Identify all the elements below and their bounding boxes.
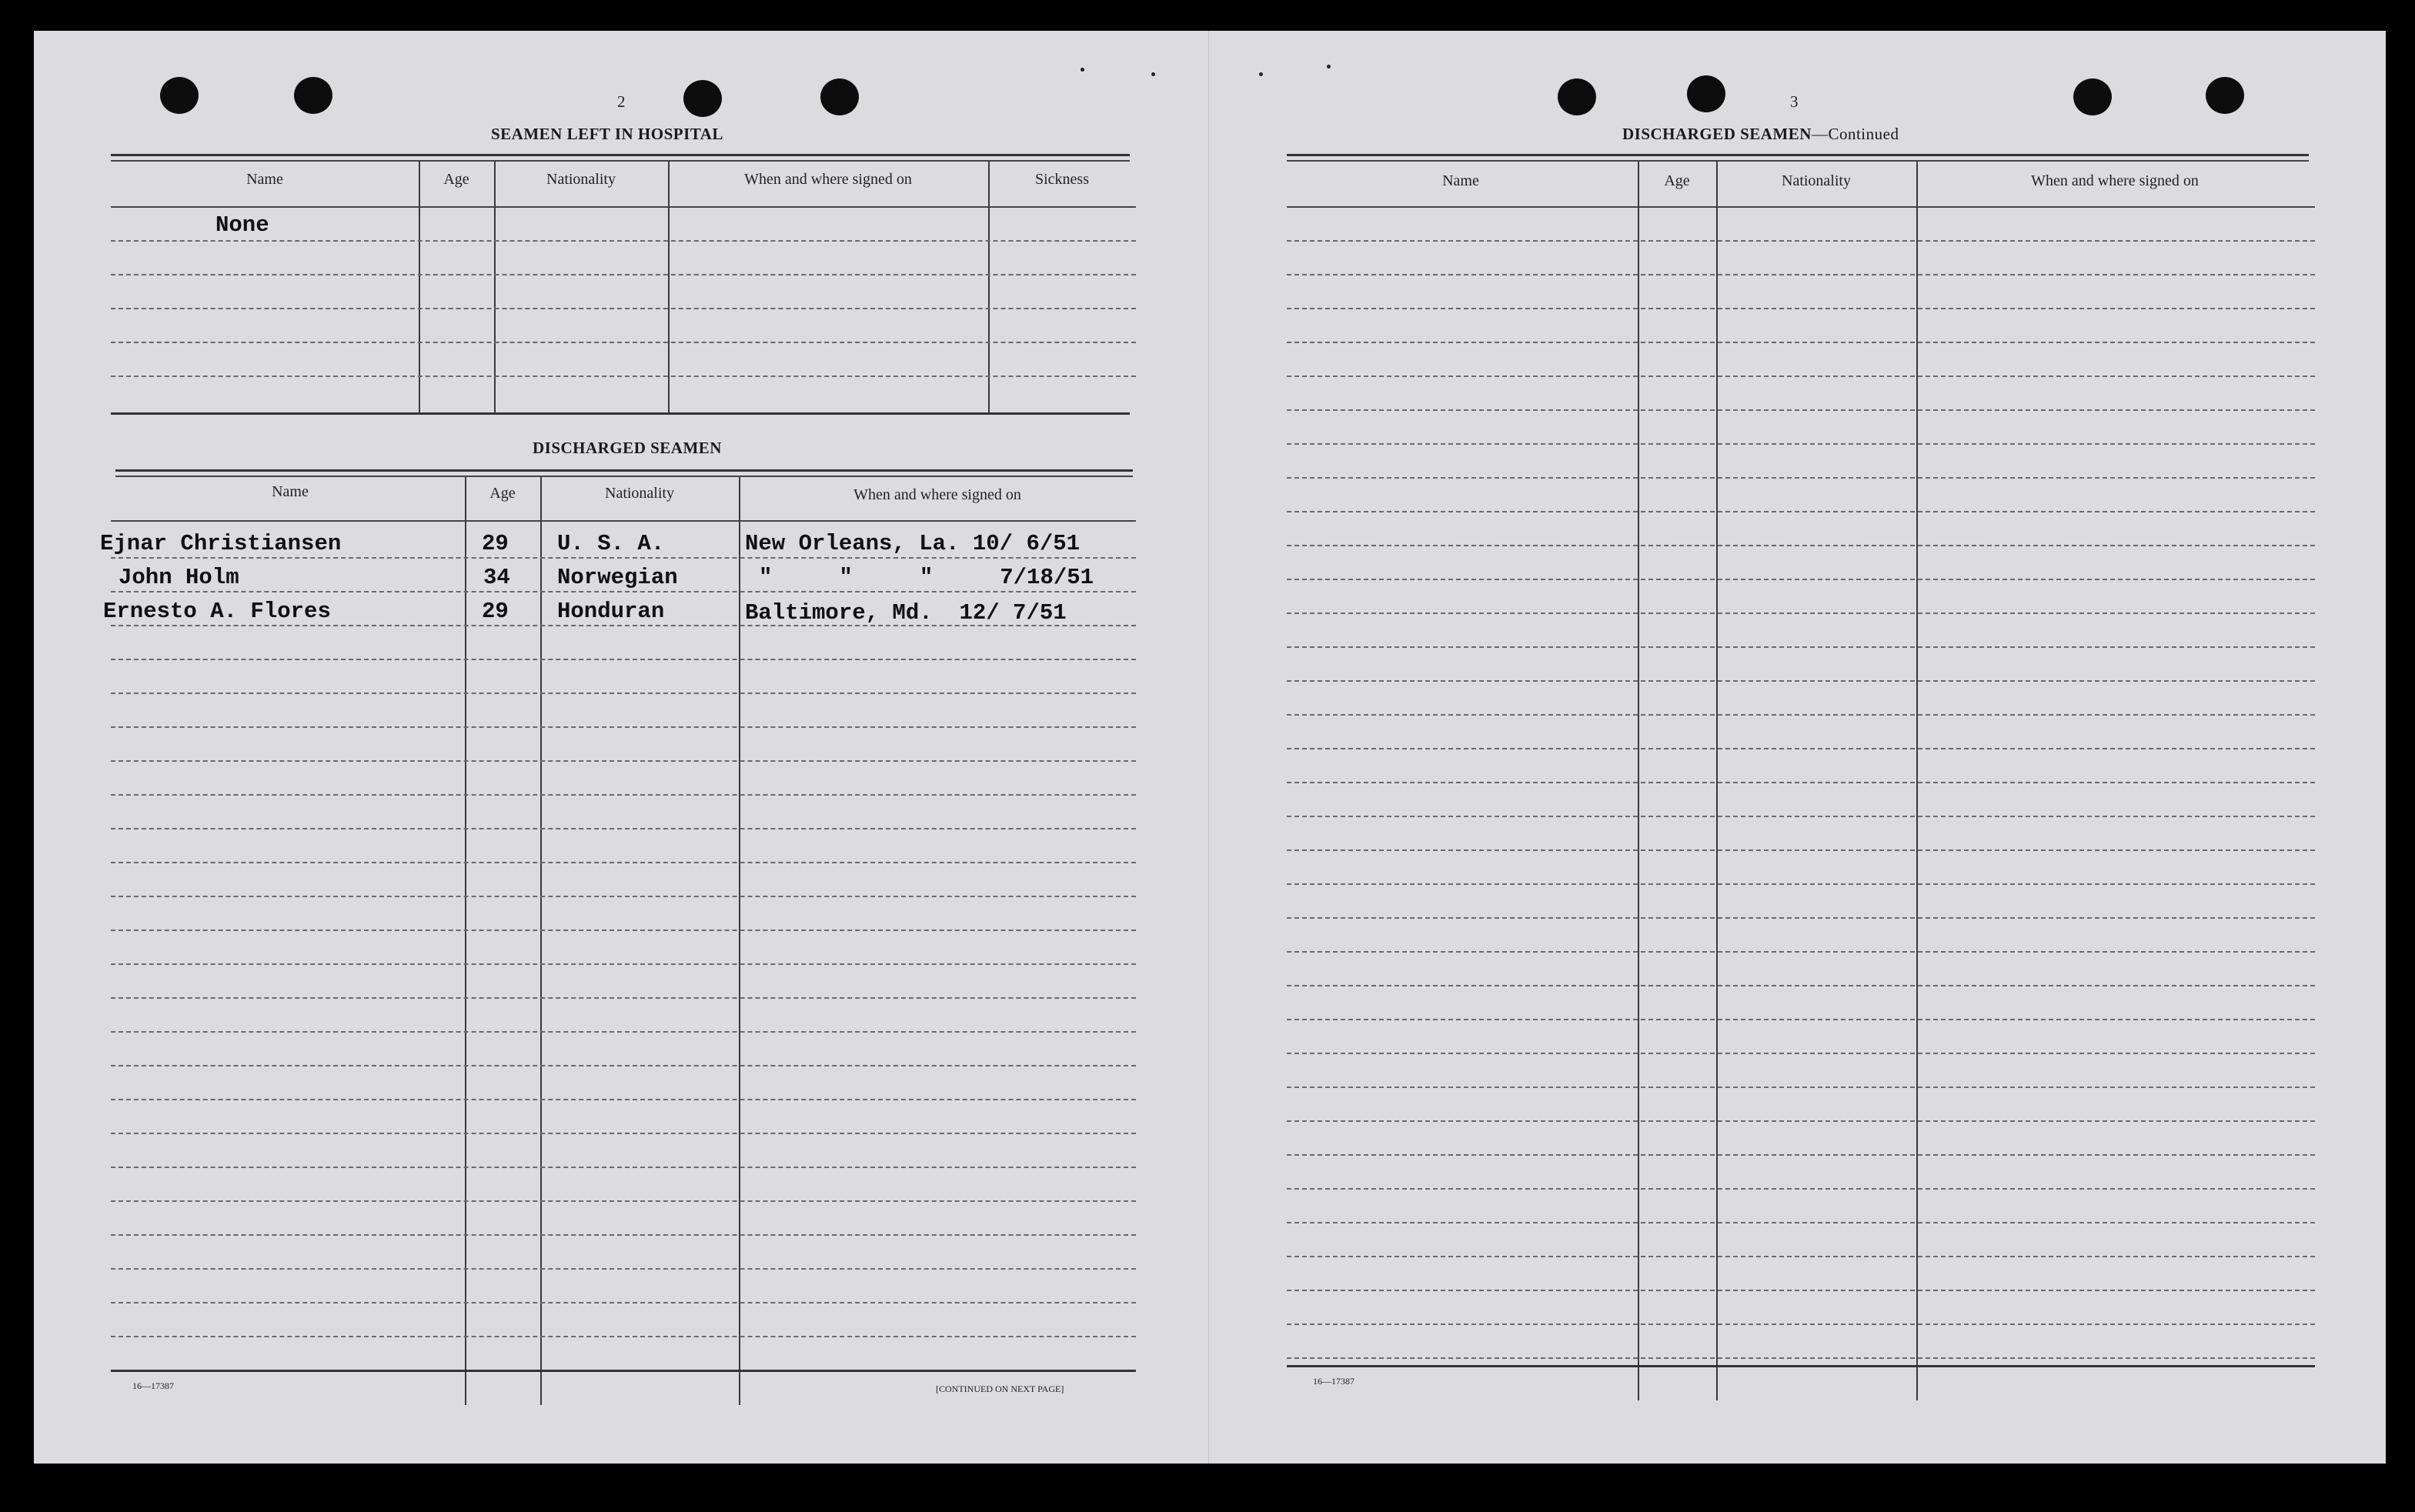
ruled-line — [111, 997, 1136, 999]
discharged-row-3-signed-on: Baltimore, Md. 12/ 7/51 — [745, 600, 1067, 626]
stray-mark — [1151, 72, 1155, 76]
discharged-table-top-rule — [115, 469, 1133, 472]
right-col-nationality: Nationality — [1782, 172, 1851, 189]
ruled-line — [111, 1200, 1136, 1202]
ledger-paper — [34, 31, 2386, 1464]
punch-hole — [2073, 78, 2112, 115]
discharged-row-2-age: 34 — [483, 565, 510, 590]
discharged-row-3-name: Ernesto A. Flores — [103, 599, 331, 624]
ruled-line — [111, 1099, 1136, 1100]
hospital-table-top-rule — [111, 154, 1130, 156]
ruled-line — [1287, 985, 2315, 986]
discharged-header-rule — [111, 520, 1136, 522]
punch-hole — [160, 77, 199, 114]
discharged-row-1-age: 29 — [482, 531, 509, 556]
discharged-row-1-nationality: U. S. A. — [557, 531, 665, 556]
discharged-row-1-name: Ejnar Christiansen — [100, 531, 342, 556]
ruled-line — [1287, 1019, 2315, 1020]
right-col-signed-on: When and where signed on — [2031, 172, 2199, 189]
ruled-line — [1287, 680, 2315, 682]
ruled-line — [111, 828, 1136, 829]
ruled-line — [1287, 849, 2315, 851]
discharged-col-signed-on: When and where signed on — [853, 486, 1021, 503]
ruled-line — [1287, 1222, 2315, 1223]
hospital-col-sickness: Sickness — [1035, 171, 1089, 188]
ruled-line — [111, 896, 1136, 897]
punch-hole — [683, 80, 722, 117]
ruled-line — [1287, 1086, 2315, 1088]
punch-hole — [294, 77, 332, 114]
ruled-line — [1287, 1357, 2315, 1359]
ruled-line — [1287, 274, 2315, 275]
ruled-line — [1287, 375, 2315, 377]
ruled-line — [1287, 477, 2315, 479]
ruled-line — [111, 794, 1136, 796]
discharged-col-nationality: Nationality — [605, 485, 674, 502]
ruled-line — [111, 693, 1136, 694]
center-gutter — [1208, 31, 1209, 1464]
hospital-col-signed-on: When and where signed on — [744, 171, 912, 188]
ruled-line — [111, 1302, 1136, 1303]
ruled-line — [111, 1133, 1136, 1134]
ruled-line — [1287, 917, 2315, 919]
punch-hole — [1687, 75, 1725, 112]
ruled-line — [111, 930, 1136, 931]
hospital-entry-none: None — [215, 212, 269, 238]
ruled-line — [1287, 409, 2315, 411]
ruled-line — [111, 1268, 1136, 1270]
ruled-line — [1287, 240, 2315, 242]
ruled-line — [111, 760, 1136, 762]
ruled-line — [1287, 443, 2315, 445]
right-header-rule — [1287, 206, 2315, 208]
right-table-top-rule — [1287, 154, 2309, 156]
ruled-line — [1287, 308, 2315, 309]
right-page-number: 3 — [1790, 92, 1799, 111]
left-page-number: 2 — [617, 92, 626, 111]
hospital-table-bottom-rule — [111, 412, 1130, 415]
ruled-line — [111, 1167, 1136, 1168]
punch-hole — [1558, 78, 1596, 115]
ruled-line — [111, 591, 1136, 592]
stray-mark — [1081, 68, 1084, 72]
ruled-line — [1287, 342, 2315, 343]
ruled-line — [111, 1065, 1136, 1066]
discharged-table-bottom-rule — [111, 1370, 1136, 1372]
left-form-number: 16—17387 — [132, 1380, 174, 1391]
discharged-row-2-name: John Holm — [119, 565, 239, 590]
ruled-line — [1287, 748, 2315, 749]
right-section-title-suffix: —Continued — [1811, 125, 1899, 143]
ruled-line — [1287, 1120, 2315, 1122]
ruled-line — [1287, 1053, 2315, 1054]
ruled-line — [1287, 579, 2315, 580]
hospital-col-name: Name — [246, 171, 283, 188]
right-section-title — [1622, 125, 1899, 144]
ruled-line — [111, 1336, 1136, 1337]
stray-mark — [1327, 65, 1331, 68]
discharged-section-title: DISCHARGED SEAMEN — [533, 439, 722, 457]
punch-hole — [2206, 77, 2244, 114]
ruled-line — [1287, 646, 2315, 648]
ruled-line — [111, 862, 1136, 863]
punch-hole — [820, 78, 859, 115]
ruled-line — [1287, 951, 2315, 953]
ruled-line — [1287, 612, 2315, 614]
ruled-line — [1287, 883, 2315, 885]
ruled-line — [1287, 782, 2315, 783]
ruled-line — [1287, 1154, 2315, 1156]
discharged-row-2-signed-on: " " " 7/18/51 — [759, 565, 1094, 590]
hospital-header-rule — [111, 206, 1136, 208]
ruled-line — [1287, 1256, 2315, 1257]
ruled-line — [111, 1031, 1136, 1033]
hospital-col-age: Age — [443, 171, 469, 188]
discharged-row-3-age: 29 — [482, 599, 509, 624]
discharged-row-3-nationality: Honduran — [557, 599, 665, 624]
ruled-line — [111, 1234, 1136, 1236]
discharged-col-name: Name — [272, 483, 309, 500]
hospital-section-title: SEAMEN LEFT IN HOSPITAL — [491, 125, 723, 143]
ruled-line — [111, 726, 1136, 728]
right-table-bottom-rule — [1287, 1365, 2315, 1367]
ruled-line — [1287, 511, 2315, 512]
ruled-line — [1287, 714, 2315, 716]
ruled-line — [111, 659, 1136, 660]
continued-note: [CONTINUED ON NEXT PAGE] — [936, 1383, 1064, 1394]
ruled-line — [111, 963, 1136, 965]
discharged-row-1-signed-on: New Orleans, La. 10/ 6/51 — [745, 531, 1081, 556]
ruled-line — [1287, 545, 2315, 546]
ruled-line — [1287, 1323, 2315, 1325]
right-col-age: Age — [1664, 172, 1690, 189]
ruled-line — [1287, 1290, 2315, 1291]
ruled-line — [111, 557, 1136, 559]
ruled-line — [1287, 1188, 2315, 1190]
right-section-title-main: DISCHARGED SEAMEN — [1622, 125, 1812, 143]
discharged-row-2-nationality: Norwegian — [557, 565, 678, 590]
ruled-line — [1287, 816, 2315, 817]
right-col-name: Name — [1442, 172, 1479, 189]
discharged-col-age: Age — [489, 485, 516, 502]
hospital-col-nationality: Nationality — [546, 171, 616, 188]
right-form-number: 16—17387 — [1313, 1376, 1354, 1387]
stray-mark — [1259, 72, 1263, 76]
